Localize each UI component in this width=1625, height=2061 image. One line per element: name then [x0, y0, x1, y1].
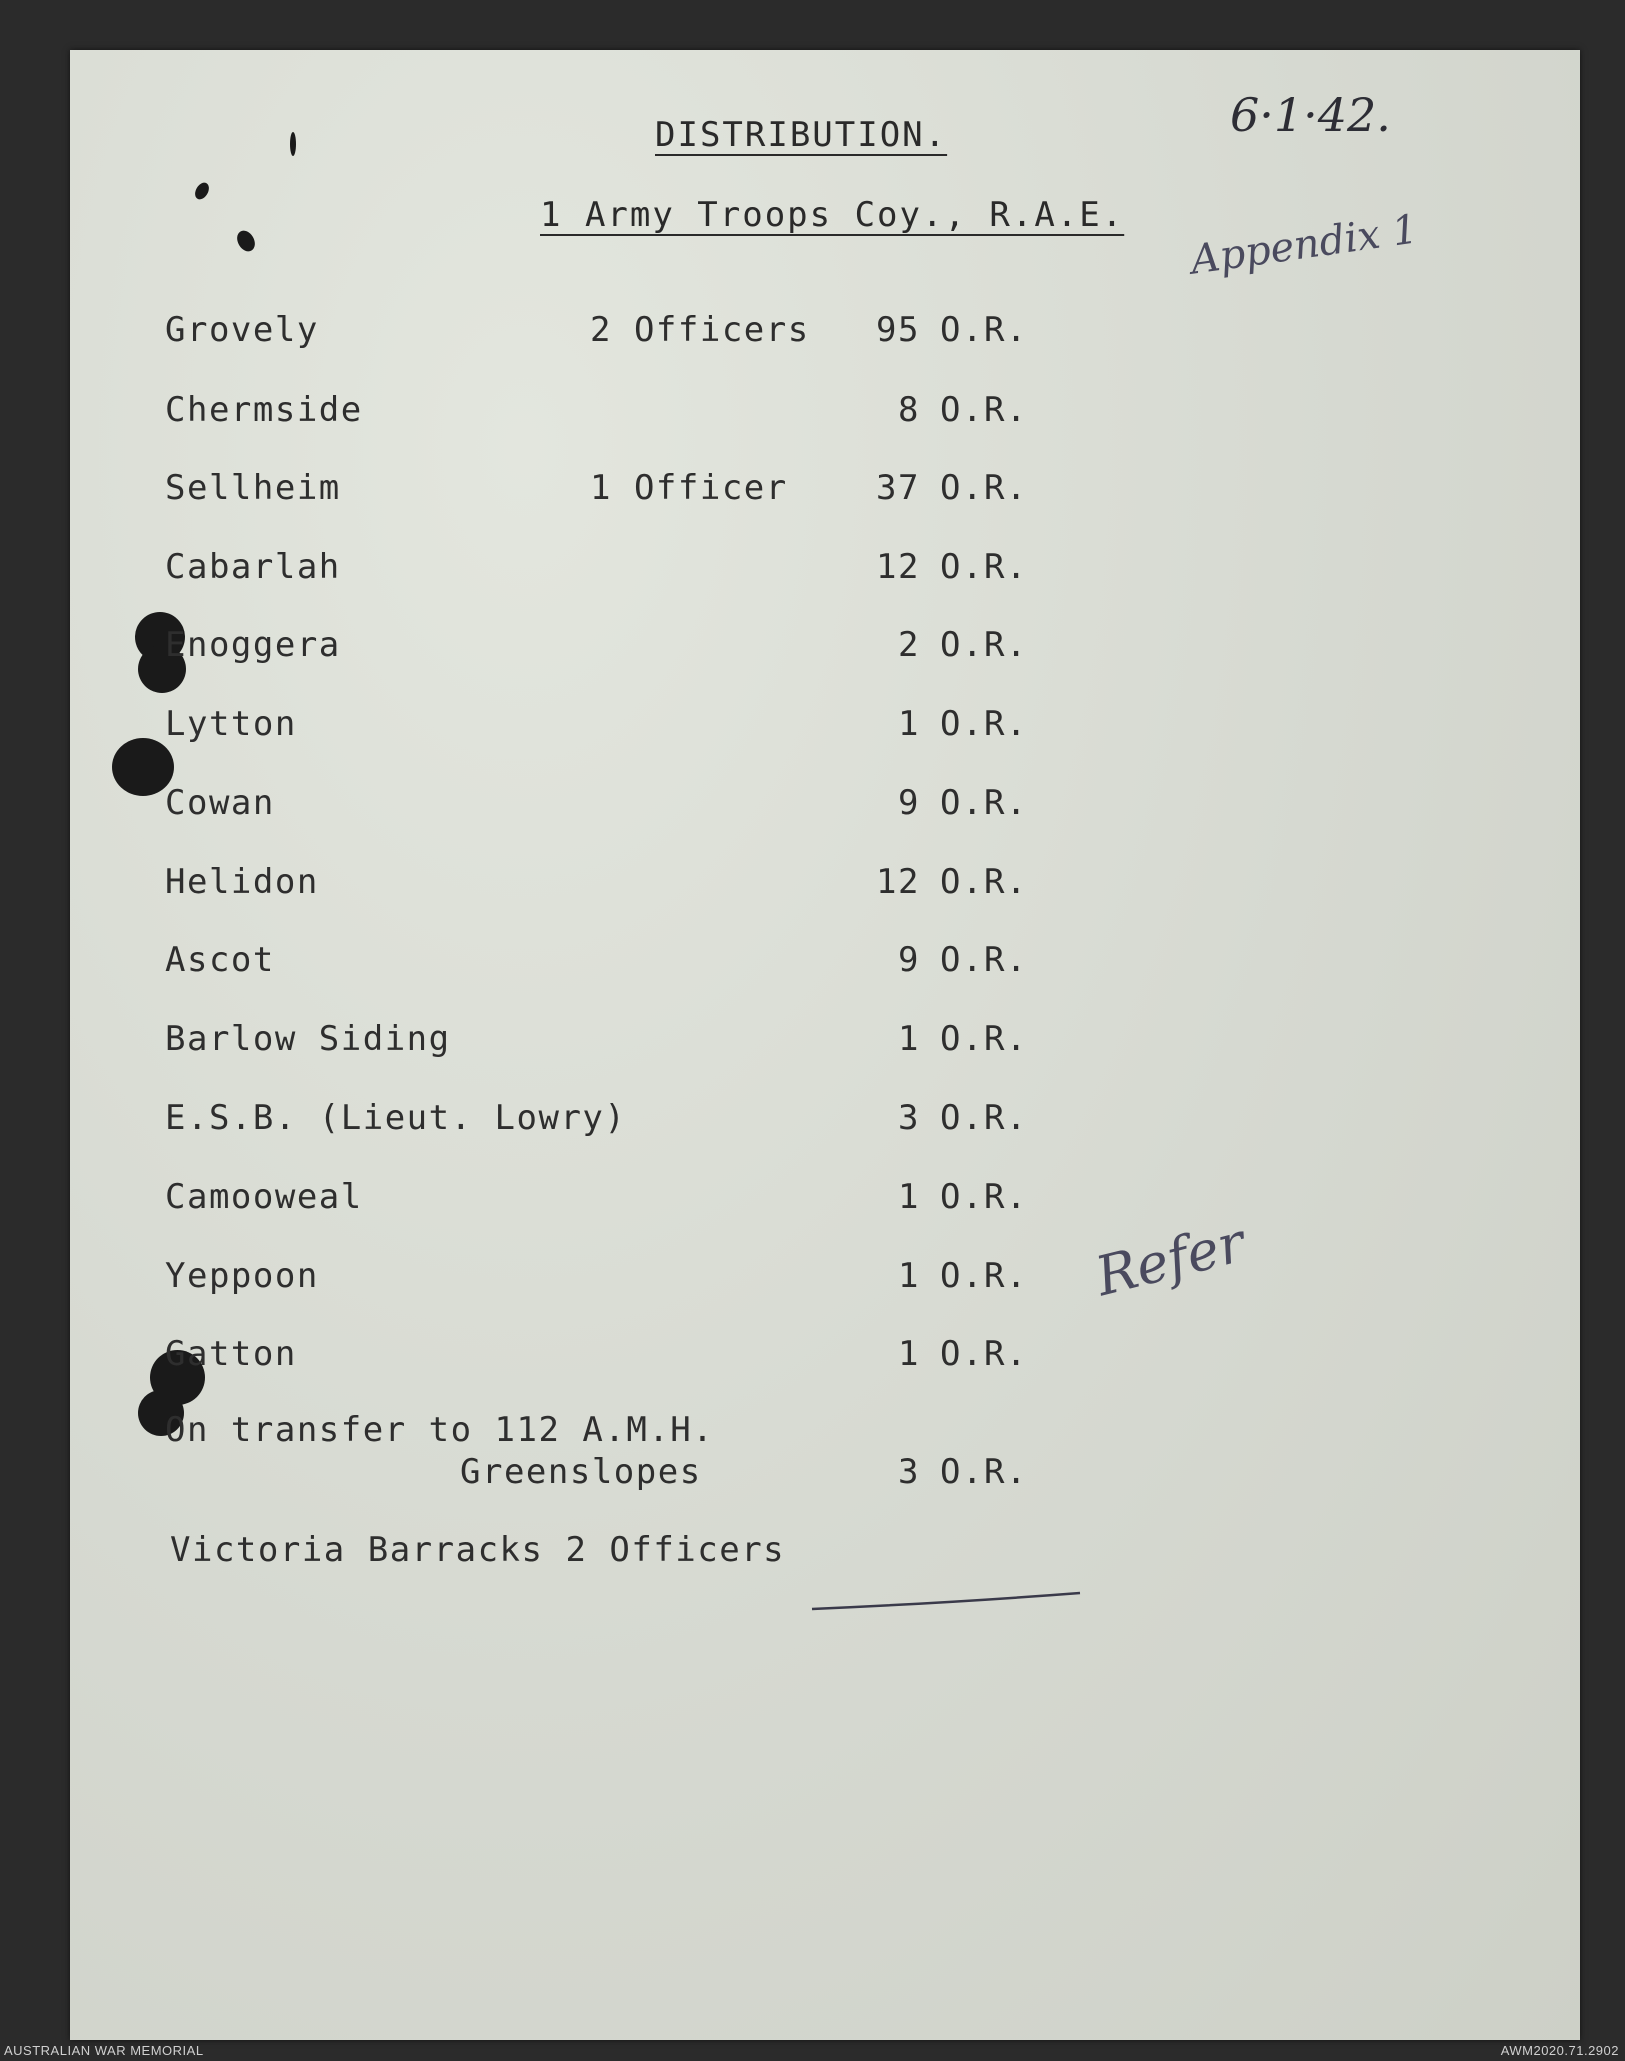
or-unit: O.R. — [940, 1177, 1028, 1217]
or-count: 1 — [898, 1334, 920, 1374]
list-item — [165, 783, 1028, 833]
or-count: 2 — [898, 625, 920, 665]
list-item — [165, 390, 1028, 440]
list-item — [165, 862, 1028, 912]
or-count: 9 — [898, 783, 920, 823]
or-unit: O.R. — [940, 547, 1028, 587]
or-count: 12 — [876, 547, 920, 587]
or-count: 9 — [898, 940, 920, 980]
list-item — [165, 1019, 1028, 1069]
place-name: Lytton — [165, 704, 297, 744]
or-count: 12 — [876, 862, 920, 902]
transfer-destination-row — [165, 1452, 1028, 1502]
list-item — [165, 625, 1028, 675]
victoria-barracks-line: Victoria Barracks 2 Officers — [170, 1530, 786, 1570]
place-name: Barlow Siding — [165, 1019, 451, 1059]
handwritten-appendix-note: Appendix 1 — [1187, 206, 1421, 284]
footer-reference: AWM2020.71.2902 — [1500, 2043, 1619, 2058]
handwritten-date: 6·1·42. — [1230, 88, 1391, 142]
list-item — [165, 310, 1028, 360]
list-item — [165, 1098, 1028, 1148]
transfer-destination: Greenslopes — [460, 1452, 702, 1492]
or-count: 1 — [898, 1019, 920, 1059]
place-name: Ascot — [165, 940, 275, 980]
list-item — [165, 704, 1028, 754]
or-unit: O.R. — [940, 310, 1028, 350]
place-name: Gatton — [165, 1334, 297, 1374]
or-unit: O.R. — [940, 1019, 1028, 1059]
list-item — [165, 940, 1028, 990]
document-title: DISTRIBUTION. — [655, 115, 948, 155]
place-name: Camooweal — [165, 1177, 363, 1217]
place-name: Enoggera — [165, 625, 341, 665]
or-unit: O.R. — [940, 1334, 1028, 1374]
or-unit: O.R. — [940, 1452, 1028, 1492]
or-unit: O.R. — [940, 704, 1028, 744]
pen-stroke — [810, 1585, 1090, 1615]
officer-count: 1 Officer — [590, 468, 788, 508]
list-item — [165, 1256, 1028, 1306]
or-unit: O.R. — [940, 1256, 1028, 1296]
or-count: 1 — [898, 704, 920, 744]
or-unit: O.R. — [940, 625, 1028, 665]
or-count: 95 — [876, 310, 920, 350]
or-count: 8 — [898, 390, 920, 430]
or-unit: O.R. — [940, 783, 1028, 823]
place-name: Helidon — [165, 862, 319, 902]
or-count: 3 — [898, 1098, 920, 1138]
officer-count: 2 Officers — [590, 310, 810, 350]
handwritten-side-note: Refer — [1089, 1210, 1251, 1309]
place-name: Sellheim — [165, 468, 341, 508]
list-item — [165, 547, 1028, 597]
or-unit: O.R. — [940, 862, 1028, 902]
or-unit: O.R. — [940, 468, 1028, 508]
place-name: Yeppoon — [165, 1256, 319, 1296]
or-unit: O.R. — [940, 390, 1028, 430]
footer-institution: AUSTRALIAN WAR MEMORIAL — [4, 2043, 204, 2058]
punch-hole — [290, 132, 296, 156]
place-name: Cabarlah — [165, 547, 341, 587]
list-item — [165, 468, 1028, 518]
transfer-line: On transfer to 112 A.M.H. — [165, 1410, 715, 1450]
or-unit: O.R. — [940, 1098, 1028, 1138]
or-count: 3 — [898, 1452, 920, 1492]
list-item — [165, 1334, 1028, 1384]
or-count: 1 — [898, 1256, 920, 1296]
or-unit: O.R. — [940, 940, 1028, 980]
place-name: Chermside — [165, 390, 363, 430]
place-name: E.S.B. (Lieut. Lowry) — [165, 1098, 627, 1138]
or-count: 1 — [898, 1177, 920, 1217]
document-subtitle: 1 Army Troops Coy., R.A.E. — [540, 195, 1125, 235]
place-name: Cowan — [165, 783, 275, 823]
list-item — [165, 1177, 1028, 1227]
place-name: Grovely — [165, 310, 319, 350]
or-count: 37 — [876, 468, 920, 508]
